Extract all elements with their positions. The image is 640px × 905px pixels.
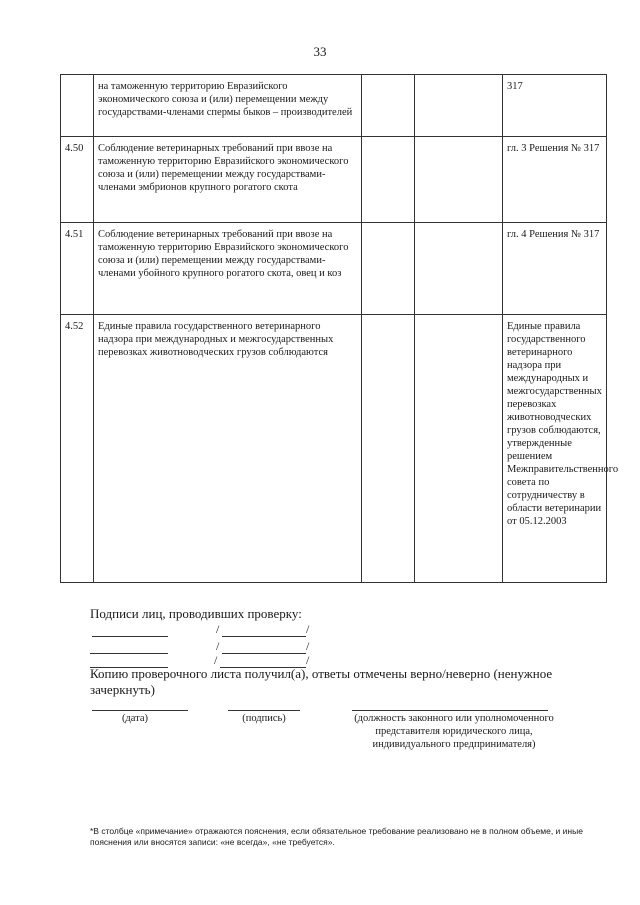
checklist-table xyxy=(60,74,619,583)
signature-name-line[interactable] xyxy=(92,624,168,637)
page-number: 33 xyxy=(313,44,327,59)
signature-sign-line[interactable] xyxy=(222,624,306,637)
note-cell: Единые правила государственного ветеринарного надзора при международных и межгосударственных перевозках животноводческих грузов соблюдаются, утвержденные решением Межправительственного совета по сотрудничеству в области ветеринарии от 05.12.2003 xyxy=(503,315,607,583)
requirement-text: на таможенную территорию Евразийского экономического союза и (или) перемещении между государствами-членами спермы быков – производителей xyxy=(94,75,362,137)
signature-name-line[interactable] xyxy=(90,641,168,654)
note-cell: 317 xyxy=(503,75,607,137)
answer-no-cell xyxy=(415,315,503,583)
signature-sign-line[interactable] xyxy=(222,641,306,654)
signature-slash: / xyxy=(306,639,310,653)
table-row xyxy=(61,137,607,223)
signatures-title: Подписи лиц, проводивших проверку: xyxy=(90,606,302,621)
item-number: 4.51 xyxy=(61,223,94,315)
table-row xyxy=(61,315,607,583)
caption-date: (дата) xyxy=(121,713,149,724)
signature-slash: / xyxy=(216,639,220,653)
caption-position: (должность законного или уполномоченного представителя юридического лица, индивидуального предпринимателя) xyxy=(354,713,554,750)
item-number: 4.50 xyxy=(61,137,94,223)
table-row xyxy=(61,223,607,315)
requirement-text: Соблюдение ветеринарных требований при ввозе на таможенную территорию Евразийского экономического союза и (или) перемещении между государствами-членами эмбрионов крупного рогатого скота xyxy=(94,137,362,223)
table-row xyxy=(61,75,607,137)
copy-received-text: Копию проверочного листа получил(а), ответы отмечены верно/неверно (ненужное зачеркнуть) xyxy=(90,666,553,697)
item-number xyxy=(61,75,94,137)
answer-no-cell xyxy=(415,223,503,315)
signature-slash: / xyxy=(306,622,310,636)
note-cell: гл. 4 Решения № 317 xyxy=(503,223,607,315)
requirement-text: Соблюдение ветеринарных требований при ввозе на таможенную территорию Евразийского экономического союза и (или) перемещении между государствами-членами убойного крупного рогатого скота, овец и коз xyxy=(94,223,362,315)
note-cell: гл. 3 Решения № 317 xyxy=(503,137,607,223)
answer-yes-cell xyxy=(362,75,415,137)
answer-yes-cell xyxy=(362,223,415,315)
signature-slash: / xyxy=(216,622,220,636)
date-line[interactable] xyxy=(92,698,188,711)
answer-yes-cell xyxy=(362,315,415,583)
signature-slash: / xyxy=(306,653,310,667)
position-line[interactable] xyxy=(352,698,548,711)
caption-signature: (подпись) xyxy=(242,713,286,724)
signature-slash: / xyxy=(214,653,218,667)
footnote: *В столбце «примечание» отражаются пояснения, если обязательное требование реализовано не в полном объеме, и иные пояснения или вносятся записи: «не всегда», «не требуется». xyxy=(90,826,583,847)
item-number: 4.52 xyxy=(61,315,94,583)
requirement-text: Единые правила государственного ветеринарного надзора при международных и межгосударственных перевозках животноводческих грузов соблюдаются xyxy=(94,315,362,583)
answer-no-cell xyxy=(415,137,503,223)
answer-yes-cell xyxy=(362,137,415,223)
signature-line[interactable] xyxy=(228,698,300,711)
answer-no-cell xyxy=(415,75,503,137)
